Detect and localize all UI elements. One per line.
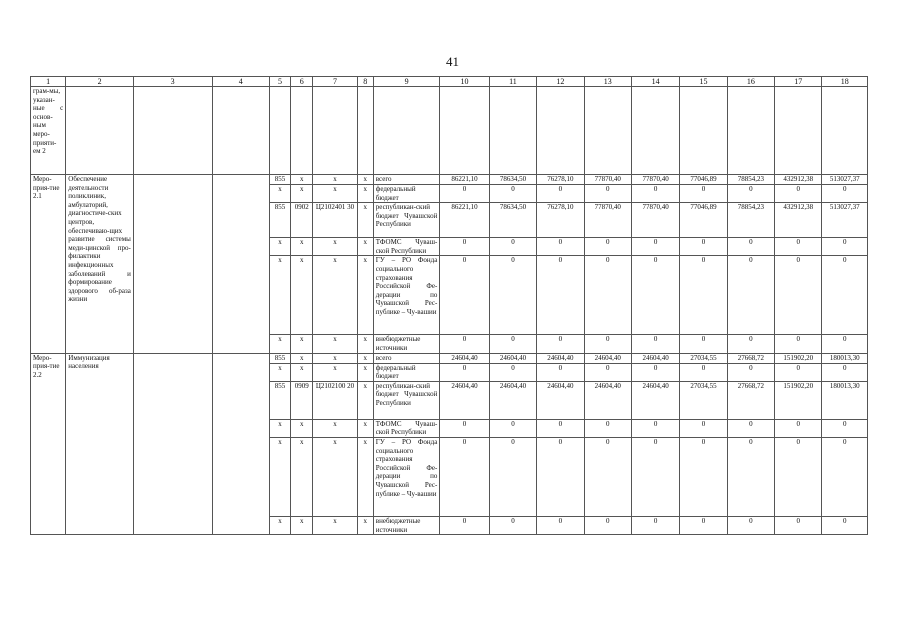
funding-value: 77870,40 [584,175,631,185]
funding-value: 513027,37 [822,175,868,185]
col-header: 14 [631,77,679,87]
funding-value: 0 [680,335,727,353]
funding-value: 27034,55 [680,381,727,419]
funding-value: 151902,20 [775,381,822,419]
funding-value: 76278,10 [537,203,584,238]
funding-value: 151902,20 [775,353,822,363]
funding-value: 77870,40 [584,203,631,238]
funding-value: 0 [822,185,868,203]
grbs-code: 855 [269,175,290,185]
section-code: x [291,353,313,363]
funding-value: 86221,10 [440,203,489,238]
funding-value: 0 [680,419,727,437]
target-code: x [313,516,357,534]
funding-value: 0 [489,238,536,256]
expense-code: x [357,185,373,203]
funding-value: 0 [631,437,679,516]
funding-value: 0 [440,185,489,203]
funding-value: 0 [631,256,679,335]
column-number-row [31,77,868,87]
funding-source: республикан-ский бюджет Чувашской Республики [373,203,440,238]
funding-value: 0 [822,363,868,381]
funding-value: 0 [584,516,631,534]
funding-value: 0 [631,363,679,381]
funding-source: всего [373,353,440,363]
funding-value: 180013,30 [822,381,868,419]
funding-value: 0 [631,419,679,437]
col-header: 9 [373,77,440,87]
grbs-code: x [269,238,290,256]
funding-value: 77046,89 [680,203,727,238]
funding-value: 0 [775,185,822,203]
target-code: x [313,238,357,256]
col-header: 10 [440,77,489,87]
target-code: Ц2102401 30 [313,203,357,238]
funding-value: 0 [727,238,774,256]
funding-value: 0 [489,419,536,437]
funding-value: 0 [537,437,584,516]
section-code: x [291,185,313,203]
target-code: x [313,175,357,185]
funding-value: 432912,38 [775,203,822,238]
col-header: 3 [133,77,212,87]
funding-value: 0 [775,363,822,381]
col-header: 12 [537,77,584,87]
program-funding-table [30,76,868,535]
col-header: 16 [727,77,774,87]
funding-value: 0 [631,185,679,203]
funding-source: ГУ – РО Фонда социального страхования Российской Фе-дерации по Чувашской Рес-публике – Чу-вашии [373,437,440,516]
target-code: x [313,256,357,335]
funding-value: 0 [680,185,727,203]
funding-source: республикан-ский бюджет Чувашской Республики [373,381,440,419]
funding-value: 0 [727,437,774,516]
funding-value: 0 [727,419,774,437]
col-header: 8 [357,77,373,87]
funding-value: 0 [489,437,536,516]
funding-value: 0 [584,185,631,203]
col-header: 7 [313,77,357,87]
funding-value: 0 [537,516,584,534]
measure-name: Иммунизация населения [66,353,134,535]
funding-value: 0 [584,256,631,335]
section-code: x [291,256,313,335]
funding-value: 0 [775,256,822,335]
expense-code: x [357,256,373,335]
grbs-code: 855 [269,381,290,419]
funding-source: федеральный бюджет [373,185,440,203]
grbs-code: x [269,256,290,335]
funding-value: 0 [822,238,868,256]
target-code: x [313,419,357,437]
section-code: x [291,335,313,353]
funding-value: 0 [537,419,584,437]
funding-value: 0 [775,419,822,437]
expense-code: x [357,335,373,353]
expense-code: x [357,381,373,419]
col-header: 2 [66,77,134,87]
target-code: x [313,185,357,203]
funding-value: 0 [537,256,584,335]
funding-value: 0 [822,335,868,353]
funding-value: 0 [584,335,631,353]
funding-value: 24604,40 [489,381,536,419]
target-code: x [313,353,357,363]
funding-value: 0 [631,335,679,353]
col-header: 6 [291,77,313,87]
funding-value: 27668,72 [727,381,774,419]
col-header: 17 [775,77,822,87]
funding-value: 0 [727,335,774,353]
empty-cell [212,353,269,535]
col-header: 4 [212,77,269,87]
funding-source: ТФОМС Чуваш-ской Республики [373,419,440,437]
col-header: 11 [489,77,536,87]
funding-source: ТФОМС Чуваш-ской Республики [373,238,440,256]
funding-value: 0 [440,437,489,516]
funding-value: 24604,40 [440,353,489,363]
funding-value: 24604,40 [631,353,679,363]
expense-code: x [357,363,373,381]
funding-value: 0 [440,516,489,534]
empty-cell [133,175,212,354]
funding-value: 0 [680,363,727,381]
funding-source: внебюджетные источники [373,516,440,534]
funding-value: 180013,30 [822,353,868,363]
expense-code: x [357,353,373,363]
funding-value: 0 [822,437,868,516]
target-code: x [313,335,357,353]
expense-code: x [357,516,373,534]
target-code: Ц2102100 20 [313,381,357,419]
funding-value: 0 [537,363,584,381]
target-code: x [313,437,357,516]
funding-value: 0 [727,516,774,534]
funding-value: 27668,72 [727,353,774,363]
funding-value: 0 [537,185,584,203]
funding-value: 0 [584,238,631,256]
page-number: 41 [446,54,459,69]
funding-value: 24604,40 [537,381,584,419]
funding-value: 0 [822,419,868,437]
table-row [31,175,868,185]
funding-value: 513027,37 [822,203,868,238]
funding-value: 0 [631,516,679,534]
expense-code: x [357,437,373,516]
expense-code: x [357,238,373,256]
col-header: 13 [584,77,631,87]
funding-value: 0 [584,437,631,516]
funding-value: 86221,10 [440,175,489,185]
col-header: 5 [269,77,290,87]
empty-cell [133,353,212,535]
funding-source: федеральный бюджет [373,363,440,381]
funding-value: 0 [680,256,727,335]
funding-value: 0 [822,256,868,335]
empty-cell [212,175,269,354]
funding-value: 24604,40 [537,353,584,363]
funding-source: внебюджетные источники [373,335,440,353]
funding-value: 432912,38 [775,175,822,185]
funding-value: 0 [631,238,679,256]
section-code: x [291,175,313,185]
funding-value: 24604,40 [584,381,631,419]
funding-value: 24604,40 [489,353,536,363]
measure-name: Обеспечение деятельности поликлиник, амбулаторий, диагностиче-ских центров, обеспечиваю-щих развитие системы меди-цинской про-филактики инфекционных заболеваний и формирование здорового об-раза жизни [66,175,134,354]
funding-value: 78634,50 [489,175,536,185]
funding-value: 0 [584,363,631,381]
section-code: x [291,238,313,256]
grbs-code: x [269,419,290,437]
funding-value: 0 [727,363,774,381]
funding-value: 78854,23 [727,175,774,185]
funding-source: всего [373,175,440,185]
funding-value: 24604,40 [631,381,679,419]
funding-value: 27034,55 [680,353,727,363]
funding-value: 0 [727,256,774,335]
funding-value: 76278,10 [537,175,584,185]
grbs-code: x [269,437,290,516]
funding-value: 78854,23 [727,203,774,238]
table-row [31,353,868,363]
grbs-code: x [269,516,290,534]
funding-value: 24604,40 [584,353,631,363]
funding-source: ГУ – РО Фонда социального страхования Российской Фе-дерации по Чувашской Рес-публике – Чу-вашии [373,256,440,335]
funding-value: 0 [489,516,536,534]
funding-value: 0 [440,238,489,256]
funding-value: 0 [537,238,584,256]
section-code: 0902 [291,203,313,238]
col-header: 1 [31,77,66,87]
grbs-code: x [269,363,290,381]
funding-value: 0 [680,516,727,534]
grbs-code: x [269,185,290,203]
col-header: 18 [822,77,868,87]
funding-value: 0 [489,256,536,335]
funding-value: 0 [489,185,536,203]
funding-value: 77046,89 [680,175,727,185]
section-code: 0909 [291,381,313,419]
funding-value: 0 [440,256,489,335]
funding-value: 0 [489,335,536,353]
expense-code: x [357,175,373,185]
funding-value: 0 [775,335,822,353]
funding-value: 0 [440,363,489,381]
measure-label: Меро-прия-тие 2.2 [31,353,66,535]
funding-value: 78634,50 [489,203,536,238]
grbs-code: 855 [269,353,290,363]
funding-value: 77870,40 [631,175,679,185]
funding-value: 77870,40 [631,203,679,238]
target-code: x [313,363,357,381]
funding-value: 0 [822,516,868,534]
intro-label: грам-мы, указан-ные с основ-ным меро-прияти-ем 2 [31,87,66,175]
funding-value: 24604,40 [440,381,489,419]
section-code: x [291,419,313,437]
funding-value: 0 [440,419,489,437]
funding-value: 0 [440,335,489,353]
col-header: 15 [680,77,727,87]
measure-label: Меро-прия-тие 2.1 [31,175,66,354]
funding-value: 0 [537,335,584,353]
funding-value: 0 [727,185,774,203]
expense-code: x [357,419,373,437]
funding-value: 0 [775,437,822,516]
grbs-code: x [269,335,290,353]
section-code: x [291,437,313,516]
expense-code: x [357,203,373,238]
funding-value: 0 [584,419,631,437]
funding-value: 0 [775,516,822,534]
section-code: x [291,363,313,381]
funding-value: 0 [775,238,822,256]
grbs-code: 855 [269,203,290,238]
section-code: x [291,516,313,534]
funding-value: 0 [680,238,727,256]
funding-value: 0 [680,437,727,516]
intro-row [31,87,868,175]
funding-value: 0 [489,363,536,381]
